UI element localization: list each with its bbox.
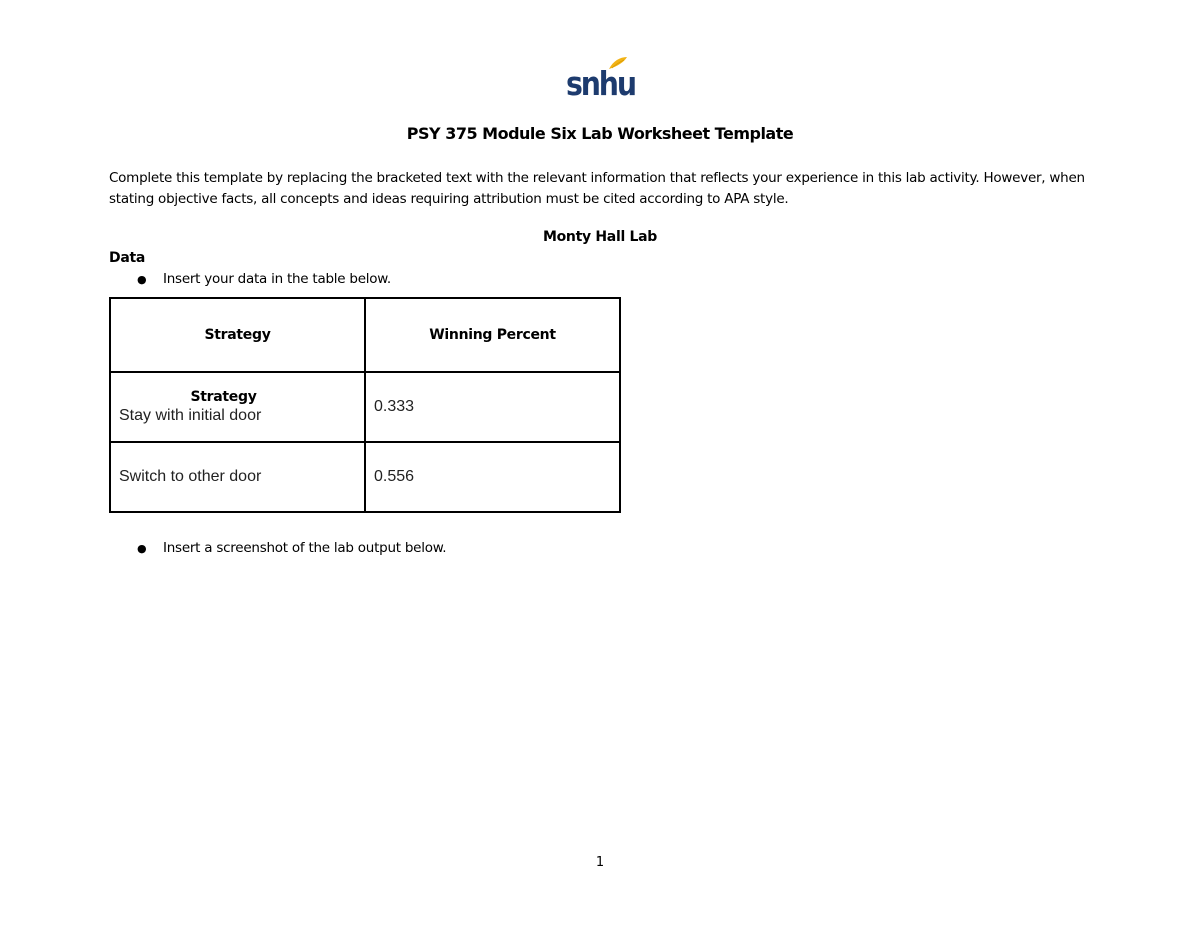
- bullet-item: [137, 540, 446, 556]
- lab-heading: Monty Hall Lab: [542, 229, 658, 245]
- table-cell-value[interactable]: 0.556: [365, 442, 620, 512]
- table-row: [110, 442, 620, 512]
- page-title: PSY 375 Module Six Lab Worksheet Template: [406, 124, 794, 143]
- data-section-heading: Data: [109, 250, 146, 266]
- column-header-winning-percent[interactable]: Winning Percent: [365, 298, 620, 372]
- bullet-item: [137, 271, 391, 287]
- table-cell-strategy[interactable]: Switch to other door: [110, 442, 365, 512]
- data-table: [109, 297, 621, 513]
- table-cell-value[interactable]: 0.333: [365, 372, 620, 442]
- table-cell-sublabel: Strategy: [190, 389, 257, 405]
- logo-wordmark: snhu: [566, 64, 635, 103]
- table-cell-strategy-text: Stay with initial door: [119, 407, 262, 424]
- table-cell-strategy[interactable]: [110, 372, 365, 442]
- table-row: [110, 372, 620, 442]
- intro-paragraph: Complete this template by replacing the bracketed text with the relevant information that reflects your experience in this lab activity. However, when stating objective facts, all concepts and ideas requiring attribution must be cited according to APA style.: [109, 170, 1085, 207]
- column-header-strategy[interactable]: Strategy: [110, 298, 365, 372]
- bullet-text: Insert your data in the table below.: [163, 271, 391, 287]
- bullet-dot-icon: ●: [137, 273, 147, 286]
- table-header-row: [110, 298, 620, 372]
- bullet-dot-icon: ●: [137, 542, 147, 555]
- bullet-text: Insert a screenshot of the lab output below.: [163, 540, 447, 556]
- page-number: 1: [595, 855, 605, 870]
- snhu-logo: [566, 56, 635, 104]
